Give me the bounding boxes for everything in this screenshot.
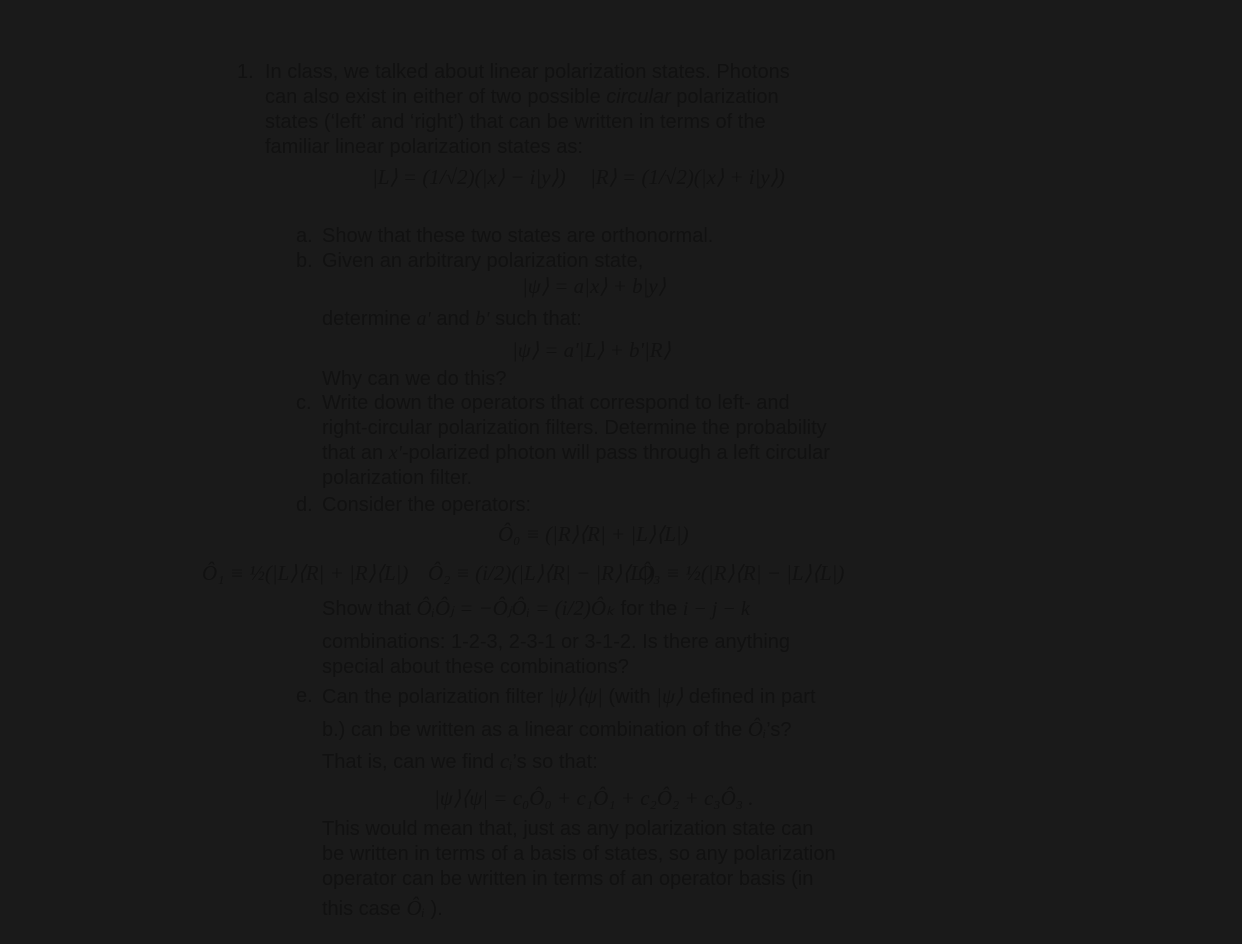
part-e-line-1: Can the polarization filter |ψ⟩⟨ψ| (with |ψ⟩ defined in part [322,684,816,708]
equation-operator-2: Ô₂ ≡ (i/2)(|L⟩⟨R| − |R⟩⟨L|) [428,561,655,585]
intro-line-1: In class, we talked about linear polarization states. Photons [265,61,790,83]
equation-operator-3: Ô₃ ≡ ½(|R⟩⟨R| − |L⟩⟨L|) [638,561,845,585]
part-e-line-2: b.) can be written as a linear combination of the Ôᵢ’s? [322,717,792,741]
part-d-line-3: combinations: 1-2-3, 2-3-1 or 3-1-2. Is there anything [322,631,791,653]
part-c-line-4: polarization filter. [322,467,473,489]
part-e-label: e. [296,685,313,707]
intro-line-4: familiar linear polarization states as: [265,136,583,158]
part-d-line-1: Consider the operators: [322,494,532,516]
part-c-line-3: that an x'-polarized photon will pass through a left circular [322,442,830,464]
part-b-label: b. [296,250,313,272]
equation-operator-0: Ô₀ ≡ (|R⟩⟨R| + |L⟩⟨L|) [498,522,689,546]
part-e-line-5: be written in terms of a basis of states, so any polarization [322,843,836,865]
part-d-label: d. [296,494,313,516]
left-dark-border [0,0,10,944]
equation-operator-expansion: |ψ⟩⟨ψ| = c₀Ô₀ + c₁Ô₁ + c₂Ô₂ + c₃Ô₃ . [434,786,754,810]
equation-psi-linear: |ψ⟩ = a|x⟩ + b|y⟩ [522,274,666,298]
part-e-line-4: This would mean that, just as any polarization state can [322,818,814,840]
part-e-line-3: That is, can we find cᵢ’s so that: [322,749,598,773]
part-c-line-2: right-circular polarization filters. Determine the probability [322,417,827,439]
equation-right-state: |R⟩ = (1/√2)(|x⟩ + i|y⟩) [590,165,785,189]
circular-emphasis: circular [606,86,671,108]
part-c-line-1: Write down the operators that correspond to left- and [322,392,790,414]
part-c-label: c. [296,392,312,414]
part-a-label: a. [296,225,313,247]
part-e-line-6: operator can be written in terms of an operator basis (in [322,868,814,890]
equation-anticommutator: ÔᵢÔⱼ = −ÔⱼÔᵢ = (i/2)Ôₖ [416,596,615,620]
part-a-text: Show that these two states are orthonormal. [322,225,714,247]
part-b-line-1: Given an arbitrary polarization state, [322,250,644,272]
intro-line-2: can also exist in either of two possible circular polarization [265,86,779,108]
part-d-line-2: Show that ÔᵢÔⱼ = −ÔⱼÔᵢ = (i/2)Ôₖ for the i − j − k [322,596,750,620]
equation-psi-circular: |ψ⟩ = a'|L⟩ + b'|R⟩ [512,338,671,362]
right-dark-border [1232,0,1242,944]
problem-number: 1. [237,61,254,83]
part-b-line-3: Why can we do this? [322,368,507,390]
part-b-line-2: determine a' and b' such that: [322,308,582,330]
equation-left-state: |L⟩ = (1/√2)(|x⟩ − i|y⟩) [372,165,566,189]
intro-line-3: states (‘left’ and ‘right’) that can be written in terms of the [265,111,766,133]
part-d-line-4: special about these combinations? [322,656,629,678]
equation-operator-1: Ô₁ ≡ ½(|L⟩⟨R| + |R⟩⟨L|) [202,561,409,585]
part-e-line-7: this case Ôᵢ ). [322,896,443,920]
